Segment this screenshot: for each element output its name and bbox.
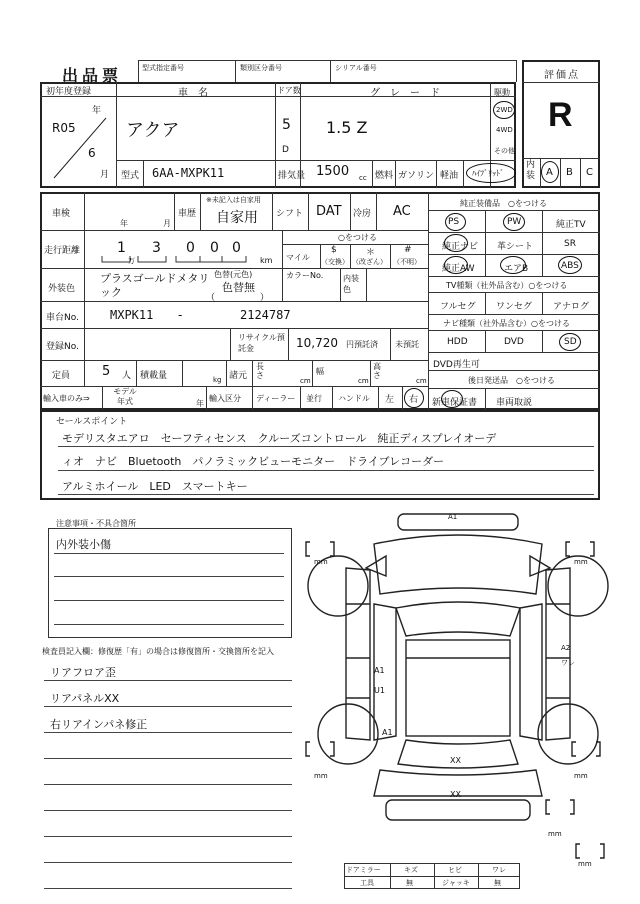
inspection-month-unit: 月 bbox=[163, 219, 171, 228]
interior-label: 内装 bbox=[526, 160, 536, 181]
length-label: 長さ bbox=[256, 362, 264, 380]
mm-front-left: mm bbox=[314, 558, 328, 566]
dims-label: 諸元 bbox=[229, 371, 248, 381]
drive-2wd-circle bbox=[493, 101, 515, 119]
equip-pw-circle bbox=[503, 213, 525, 231]
reg-month: 6 bbox=[88, 146, 96, 160]
fuel-gasoline: ガソリン bbox=[398, 171, 435, 181]
diagram-mark-2: A1 bbox=[374, 666, 385, 675]
chassis-label: 車台No. bbox=[46, 313, 79, 323]
equip-sr: SR bbox=[564, 239, 576, 249]
tools-label: 工具 bbox=[360, 879, 374, 887]
exchange-label: （交換） bbox=[321, 258, 349, 266]
recycle-not: 未預託 bbox=[395, 340, 419, 349]
parallel-label: 並行 bbox=[306, 394, 322, 403]
color-paren: （ ） bbox=[206, 293, 270, 303]
interior-a-circle bbox=[541, 161, 559, 183]
history-note: ※未記入は自家用 bbox=[206, 196, 261, 204]
chassis-dash: - bbox=[178, 308, 183, 322]
notes-label: 注意事項・不具合箇所 bbox=[56, 519, 136, 528]
mileage-digit-3: 0 bbox=[186, 240, 195, 256]
equip-abs-circle bbox=[558, 256, 582, 274]
car-name-label: 車 名 bbox=[178, 88, 208, 99]
diagram-mark-7: A2 bbox=[561, 644, 571, 652]
ac-label: 冷房 bbox=[353, 209, 372, 219]
exchange-symbol: $ bbox=[331, 245, 337, 255]
equip-abs: ABS bbox=[561, 261, 579, 271]
width-unit: cm bbox=[358, 377, 369, 385]
crack-label: ヒビ bbox=[448, 866, 462, 874]
shift-value: DAT bbox=[316, 204, 342, 219]
import-label: 輸入車のみ⇒ bbox=[43, 394, 90, 403]
inspector-label: 検査員記入欄：修復歴「有」の場合は修復箇所・交換箇所を記入 bbox=[42, 647, 274, 656]
recycle-amount: 10,720 bbox=[296, 336, 338, 350]
overall-rating: R bbox=[548, 96, 573, 134]
sales-points-line-3: アルミホイール LED スマートキー bbox=[62, 480, 248, 493]
mileage-digit-5: 0 bbox=[232, 240, 241, 256]
mileage-digit-1: 1 bbox=[117, 240, 126, 256]
model-code-label: 型式指定番号 bbox=[142, 64, 184, 72]
mm-rear-left: mm bbox=[314, 772, 328, 780]
fuel-hybrid-circle bbox=[466, 163, 516, 183]
height-label: 高さ bbox=[373, 362, 381, 380]
model-year-label: モデル年式 bbox=[113, 387, 137, 406]
damage-diagram bbox=[300, 508, 612, 868]
color-original-label: 色替(元色) bbox=[214, 270, 253, 279]
navi-type-title: ナビ種類（社外品含む）○をつける bbox=[443, 319, 570, 328]
equip-airbag: エアB bbox=[504, 264, 529, 274]
reg-year-unit: 年 bbox=[92, 106, 102, 116]
displacement-unit: cc bbox=[359, 174, 367, 182]
jack-label: ジャッキ bbox=[442, 879, 470, 887]
height-unit: cm bbox=[416, 377, 427, 385]
category-label: 類別区分番号 bbox=[240, 64, 282, 72]
interior-a: A bbox=[546, 167, 553, 178]
equip-leather: 革シート bbox=[497, 242, 534, 252]
chassis-model: MXPK11 bbox=[110, 308, 154, 322]
navi-sd: SD bbox=[564, 337, 577, 347]
inspector-item-1: リアフロア歪 bbox=[50, 666, 116, 679]
diagram-mark-3: U1 bbox=[374, 686, 385, 695]
displacement-value: 1500 bbox=[316, 164, 350, 179]
equip-tv: 純正TV bbox=[556, 220, 586, 230]
capacity-value: 5 bbox=[102, 364, 111, 379]
load-label: 積載量 bbox=[140, 371, 168, 381]
mileage-digit-boxes bbox=[100, 236, 276, 264]
ext-color-value: プラスゴールドメタリック bbox=[100, 272, 210, 299]
equip-navi-circle bbox=[444, 234, 468, 252]
jack-value: 無 bbox=[494, 879, 501, 887]
mileage-km-unit: km bbox=[260, 256, 273, 265]
doors-label: ドア数 bbox=[277, 86, 301, 95]
inspector-item-2: リアパネルXX bbox=[50, 692, 120, 705]
reg-era-year: R05 bbox=[52, 121, 76, 135]
import-class-label: 輸入区分 bbox=[209, 394, 241, 403]
mile-label: マイル bbox=[286, 253, 310, 262]
handle-label: ハンドル bbox=[338, 394, 370, 403]
ac-value: AC bbox=[393, 204, 411, 219]
dvd-playback: DVD再生可 bbox=[433, 360, 480, 370]
equip-aw: 純正AW bbox=[442, 264, 475, 274]
fuel-hybrid: ﾊｲﾌﾞﾘｯﾄﾞ bbox=[472, 169, 504, 178]
diagram-mark-6: XX bbox=[450, 790, 461, 799]
left-label: 左 bbox=[385, 395, 395, 405]
equip-airbag-circle bbox=[500, 256, 529, 274]
mileage-label: 走行距離 bbox=[44, 246, 81, 256]
break-label: ワレ bbox=[492, 866, 506, 874]
int-color-label: 内装色 bbox=[343, 274, 359, 294]
history-label: 車歴 bbox=[178, 209, 197, 219]
mm-extra: mm bbox=[578, 860, 592, 868]
mm-rear-right: mm bbox=[574, 772, 588, 780]
recycle-label: リサイクル預託金 bbox=[238, 333, 285, 353]
later-manual: 車両取説 bbox=[496, 398, 533, 408]
capacity-unit: 人 bbox=[122, 371, 132, 381]
mileage-man-unit: 万 bbox=[128, 257, 135, 265]
sales-points-label: セールスポイント bbox=[56, 417, 128, 427]
history-value: 自家用 bbox=[216, 210, 258, 226]
grade-value: 1.5 Z bbox=[326, 118, 368, 137]
diagram-mark-5: XX bbox=[450, 756, 461, 765]
ext-color-label: 外装色 bbox=[48, 284, 76, 294]
sales-points-line-1: モデリスタエアロ セーフティセンス クルーズコントロール 純正ディスプレイオーデ bbox=[62, 432, 497, 445]
navi-dvd: DVD bbox=[504, 337, 524, 347]
mirror-label: ドアミラー bbox=[346, 866, 381, 874]
serial-label: シリアル番号 bbox=[335, 64, 377, 72]
unknown-label: （不明） bbox=[393, 258, 421, 266]
chassis-number: 2124787 bbox=[240, 308, 291, 322]
grade-label: グ レ ー ド bbox=[370, 88, 440, 99]
fuel-label: 燃料 bbox=[375, 171, 394, 181]
first-reg-label: 初年度登録 bbox=[46, 87, 92, 97]
doors-value: 5 bbox=[282, 117, 291, 133]
mm-front-right: mm bbox=[574, 558, 588, 566]
form-title: 出品票 bbox=[62, 66, 123, 85]
interior-b: B bbox=[566, 167, 573, 178]
shift-label: シフト bbox=[276, 209, 304, 219]
model-year-suffix: 年 bbox=[196, 399, 204, 408]
equip-ps-circle bbox=[445, 213, 466, 231]
car-name: アクア bbox=[126, 120, 180, 141]
equip-pw: PW bbox=[507, 217, 522, 227]
equip-navi: 純正ナビ bbox=[442, 242, 479, 252]
tools-value: 無 bbox=[406, 879, 413, 887]
width-label: 幅 bbox=[316, 367, 324, 376]
drive-other: その他 bbox=[494, 147, 515, 155]
navi-hdd: HDD bbox=[447, 337, 468, 347]
length-unit: cm bbox=[300, 377, 311, 385]
reg-month-unit: 月 bbox=[100, 170, 110, 180]
mileage-circle-note: ○をつける bbox=[338, 233, 377, 242]
color-change-value: 色替無 bbox=[222, 281, 255, 294]
mm-spare: mm bbox=[548, 830, 562, 838]
drive-4wd: 4WD bbox=[496, 126, 513, 134]
factory-equipment-title: 純正装備品 ○をつける bbox=[460, 199, 547, 208]
load-unit: kg bbox=[213, 376, 222, 384]
inspection-year-unit: 年 bbox=[120, 219, 128, 228]
displacement-label: 排気量 bbox=[278, 171, 306, 181]
later-warranty-circle bbox=[441, 390, 463, 408]
equip-ps: PS bbox=[448, 217, 460, 227]
equip-aw-circle bbox=[444, 256, 468, 274]
right-circle bbox=[404, 388, 424, 408]
doors-suffix: D bbox=[282, 145, 289, 155]
recycle-deposited: 円預託済 bbox=[346, 340, 378, 349]
model-type-label: 型式 bbox=[121, 171, 140, 181]
diagram-mark-1: A1 bbox=[448, 513, 458, 521]
fuel-light-oil: 軽油 bbox=[440, 171, 459, 181]
model-type: 6AA-MXPK11 bbox=[152, 166, 225, 180]
capacity-label: 定員 bbox=[52, 371, 71, 381]
navi-sd-circle bbox=[559, 333, 581, 351]
scratch-label: キズ bbox=[404, 866, 418, 874]
tv-fullseg: フルセグ bbox=[440, 302, 476, 312]
altered-label: （改ざん） bbox=[352, 258, 387, 266]
later-warranty: 新車保証書 bbox=[432, 398, 478, 408]
tv-oneseg: ワンセグ bbox=[496, 302, 533, 312]
unknown-symbol: # bbox=[404, 245, 412, 255]
rating-label: 評価点 bbox=[544, 70, 580, 81]
diagram-mark-4: A1 bbox=[382, 728, 393, 737]
right-label: 右 bbox=[409, 395, 419, 405]
inspector-item-3: 右リアインパネ修正 bbox=[50, 718, 148, 731]
drive-label: 駆動 bbox=[494, 88, 510, 97]
mileage-digit-4: 0 bbox=[210, 240, 219, 256]
interior-c: C bbox=[586, 167, 593, 178]
drive-2wd: 2WD bbox=[496, 106, 513, 114]
reg-no-label: 登録No. bbox=[46, 342, 79, 352]
sales-points-line-2: ィオ ナビ Bluetooth パノラミックビューモニター ドライブレコーダー bbox=[62, 455, 445, 468]
color-no-label: カラーNo. bbox=[286, 271, 324, 280]
inspection-label: 車検 bbox=[52, 209, 71, 219]
mileage-digit-2: 3 bbox=[152, 240, 161, 256]
dealer-label: ディーラー bbox=[256, 394, 296, 403]
notes-item-1: 内外装小傷 bbox=[56, 538, 111, 551]
tv-type-title: TV種類（社外品含む）○をつける bbox=[446, 281, 568, 290]
altered-symbol: ＊ bbox=[366, 248, 376, 258]
later-shipping-title: 後日発送品 ○をつける bbox=[468, 376, 555, 385]
diagram-mark-8: ワレ bbox=[561, 659, 575, 667]
tv-analog: アナログ bbox=[553, 302, 590, 312]
